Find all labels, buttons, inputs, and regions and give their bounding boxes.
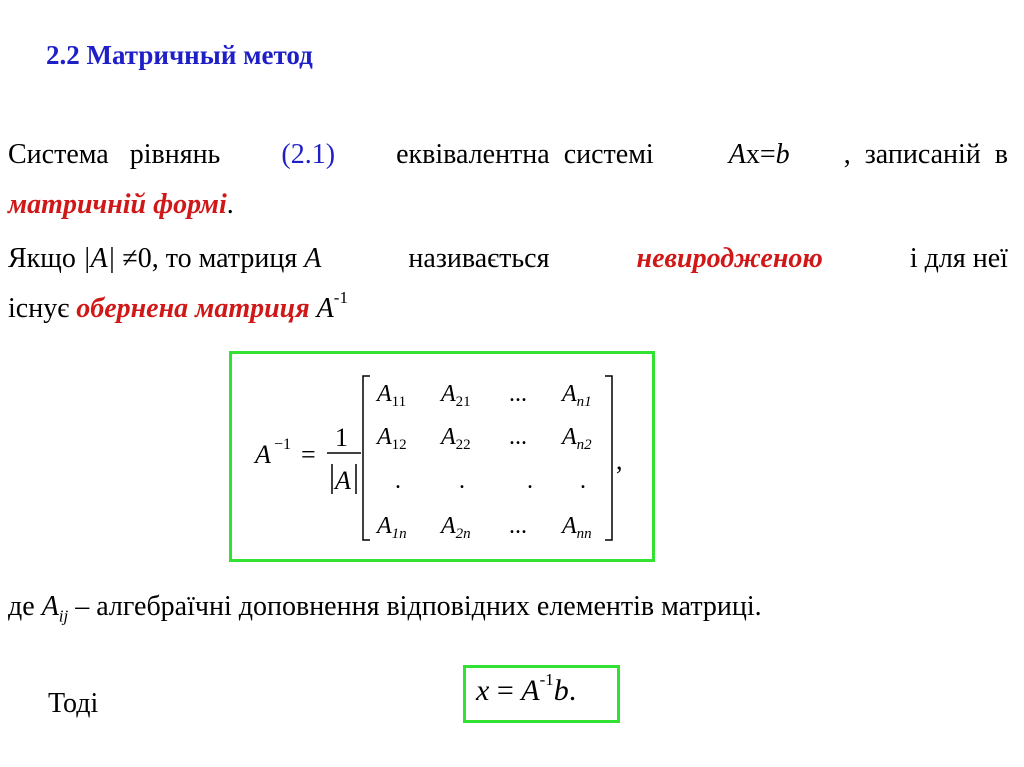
matrix-cell-r2-c2	[439, 424, 471, 453]
fraction-numerator: 1	[335, 423, 348, 452]
matrix-cell-index: 2n	[455, 526, 471, 542]
inverse-exponent: -1	[333, 288, 348, 307]
paragraph-inverse	[8, 288, 348, 326]
matrix-cell-symbol: ...	[509, 424, 527, 450]
solution-equals: =	[489, 674, 522, 707]
solution-formula	[476, 670, 577, 708]
bracket-right	[605, 376, 612, 540]
matrix-cell-r4-c2	[439, 513, 471, 542]
matrix-cell-symbol: .	[580, 468, 586, 494]
matrix-cell-index: nn	[576, 526, 592, 542]
matrix-cell-index: 21	[455, 394, 471, 410]
matrix-cell-symbol: .	[395, 468, 401, 494]
cofactor-symbol: A	[41, 591, 59, 622]
formula-lhs-A: A	[255, 440, 271, 469]
matrix-cell-symbol: .	[527, 468, 533, 494]
matrix-cell-r2-c4	[560, 424, 592, 453]
period: .	[226, 189, 234, 220]
bracket-left	[363, 376, 370, 540]
matrix-cell-symbol: ...	[509, 513, 527, 539]
matrix-cell-symbol: A	[377, 513, 392, 539]
matrix-cell-index: 22	[455, 437, 471, 453]
formula-comma: ,	[616, 446, 623, 475]
system-text-1: Система рівнянь	[8, 139, 228, 170]
matrix-cell-r3-c3	[527, 468, 533, 494]
matrix-cell-r2-c1	[375, 424, 407, 453]
solution-b: b	[553, 674, 569, 707]
equation-reference: (2.1)	[281, 139, 336, 170]
paragraph-cofactors	[8, 590, 762, 627]
matrix-equation: Ax=b	[728, 139, 790, 170]
paragraph-matrix-form	[8, 188, 234, 222]
matrix-form-term: матричній формі	[8, 189, 227, 220]
exists-word: існує	[8, 293, 77, 324]
matrix-cell-index: n2	[576, 437, 592, 453]
formula-equals: =	[301, 440, 316, 469]
matrix-cell-index: 1n	[391, 526, 407, 542]
matrix-cell-r1-c4	[560, 381, 592, 410]
formula-lhs-exponent: −1	[274, 436, 292, 453]
matrix-cell-r1-c3	[509, 381, 527, 407]
inverse-formula	[229, 351, 655, 562]
matrix-cell-symbol: A	[377, 424, 392, 450]
matrix-cell-r4-c1	[375, 513, 407, 542]
nondegenerate-term: невиродженою	[636, 243, 823, 274]
matrix-cells	[375, 381, 592, 542]
where-word: де	[8, 591, 42, 622]
then-label: Тоді	[48, 688, 99, 719]
matrix-cell-r2-c3	[509, 424, 527, 450]
matrix-cell-r1-c1	[375, 381, 406, 410]
matrix-cell-symbol: A	[377, 381, 392, 407]
exists-text: і для неї	[902, 243, 1008, 274]
if-text: Якщо |A| ≠0, то матриця A	[8, 243, 322, 274]
matrix-cell-symbol: A	[441, 381, 456, 407]
called-text: називається	[401, 243, 557, 274]
paragraph-nondegenerate	[8, 242, 1008, 276]
matrix-cell-symbol: ...	[509, 381, 527, 407]
slide-title: 2.2 Матричный метод	[46, 40, 313, 70]
paragraph-system	[8, 138, 1008, 172]
matrix-cell-r1-c2	[439, 381, 471, 410]
matrix-cell-symbol: A	[562, 513, 577, 539]
fraction-denominator: A	[335, 466, 351, 495]
cofactor-text: – алгебраїчні доповнення відповідних елементів матриці.	[68, 591, 762, 622]
matrix-cell-symbol: A	[441, 513, 456, 539]
matrix-cell-symbol: A	[562, 424, 577, 450]
solution-x: x	[476, 674, 490, 707]
matrix-cell-r3-c1	[395, 468, 401, 494]
solution-period: .	[568, 674, 577, 707]
matrix-cell-r3-c2	[459, 468, 465, 494]
matrix-cell-symbol: .	[459, 468, 465, 494]
matrix-cell-index: n1	[576, 394, 592, 410]
matrix-cell-r4-c4	[560, 513, 592, 542]
solution-A: A	[521, 674, 540, 707]
matrix-cell-index: 11	[391, 394, 407, 410]
matrix-cell-symbol: A	[441, 424, 456, 450]
matrix-cell-symbol: A	[562, 381, 577, 407]
solution-exponent: -1	[539, 670, 554, 689]
system-text-2: еквівалентна системі	[389, 139, 675, 170]
inverse-symbol: A	[316, 293, 334, 324]
inverse-matrix-term: обернена матриця	[76, 293, 310, 324]
system-text-3: , записаній в	[843, 139, 1008, 170]
cofactor-index: ij	[58, 606, 69, 626]
matrix-cell-index: 12	[391, 437, 407, 453]
matrix-cell-r4-c3	[509, 513, 527, 539]
matrix-cell-r3-c4	[580, 468, 586, 494]
